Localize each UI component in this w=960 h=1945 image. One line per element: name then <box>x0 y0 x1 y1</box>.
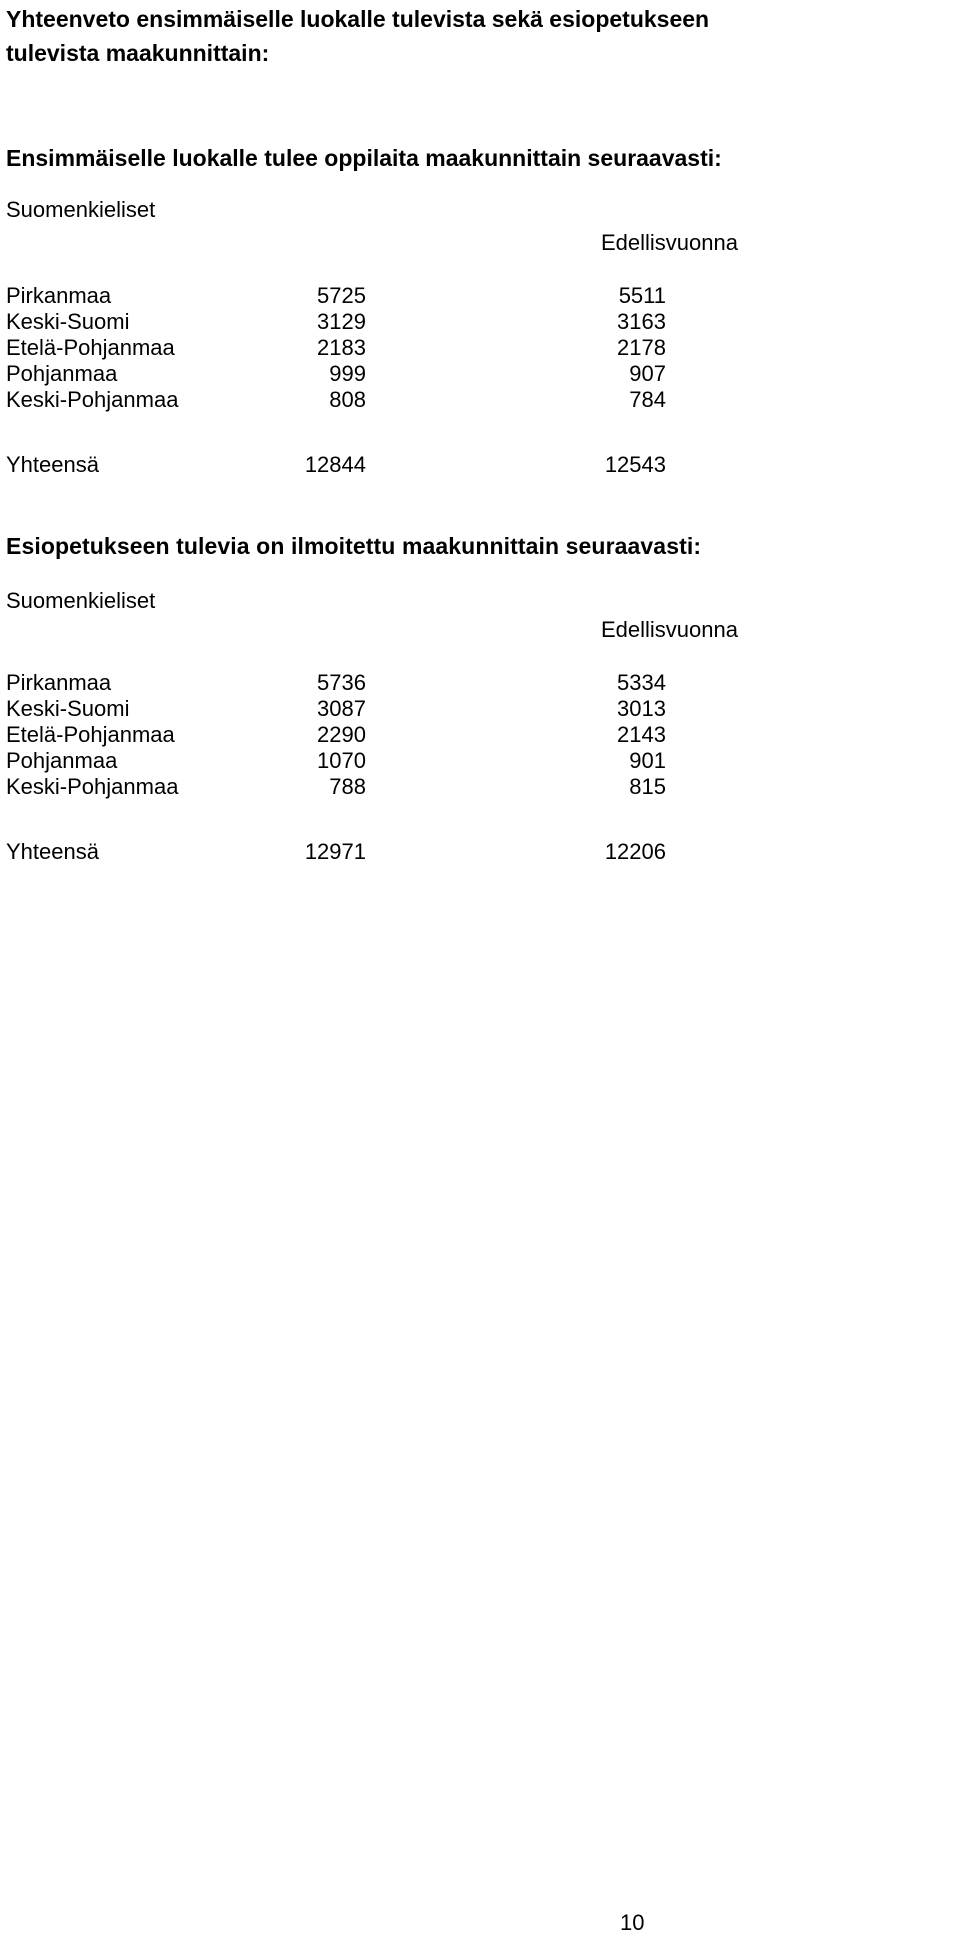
current-count: 788 <box>329 774 366 799</box>
region-name: Keski-Pohjanmaa <box>6 387 179 412</box>
region-name: Etelä-Pohjanmaa <box>6 335 175 360</box>
previous-count: 5511 <box>618 283 666 308</box>
total-row-first-grade <box>6 451 706 479</box>
current-count: 5736 <box>317 670 366 695</box>
table-row <box>6 722 706 748</box>
previous-count: 907 <box>629 361 666 386</box>
total-label: Yhteensä <box>6 839 99 864</box>
total-row-preschool <box>6 838 706 866</box>
first-grade-table <box>6 283 706 413</box>
current-count: 2183 <box>317 335 366 360</box>
current-count: 1070 <box>317 748 366 773</box>
current-count: 808 <box>329 387 366 412</box>
preschool-table <box>6 670 706 800</box>
previous-count: 3013 <box>617 696 666 721</box>
table-row <box>6 748 706 774</box>
region-name: Keski-Suomi <box>6 309 130 334</box>
previous-count: 815 <box>629 774 666 799</box>
table-row <box>6 774 706 800</box>
previous-count: 901 <box>629 748 666 773</box>
current-count: 5725 <box>317 283 366 308</box>
previous-count: 2178 <box>617 335 666 360</box>
language-label-preschool: Suomenkieliset <box>6 588 156 613</box>
table-row <box>6 309 706 335</box>
region-name: Pohjanmaa <box>6 748 118 773</box>
document-title: Yhteenveto ensimmäiselle luokalle tulevista sekä esiopetukseen tulevista maakunnittain: <box>6 6 710 66</box>
region-name: Pirkanmaa <box>6 670 112 695</box>
previous-count: 5334 <box>617 670 666 695</box>
previous-count: 2143 <box>617 722 666 747</box>
previous-count: 3163 <box>617 309 666 334</box>
total-current: 12844 <box>304 452 366 477</box>
table-row <box>6 335 706 361</box>
current-count: 2290 <box>317 722 366 747</box>
previous-year-label-preschool: Edellisvuonna <box>601 617 738 642</box>
total-previous: 12543 <box>604 452 666 477</box>
current-count: 3087 <box>317 696 366 721</box>
section-heading-first-grade: Ensimmäiselle luokalle tulee oppilaita maakunnittain seuraavasti: <box>6 145 722 171</box>
document-page <box>6 0 954 1945</box>
previous-year-label-first-grade: Edellisvuonna <box>601 230 738 255</box>
region-name: Etelä-Pohjanmaa <box>6 722 175 747</box>
language-label-first-grade: Suomenkieliset <box>6 197 156 222</box>
table-row <box>6 283 706 309</box>
table-row <box>6 387 706 413</box>
region-name: Keski-Pohjanmaa <box>6 774 179 799</box>
total-label: Yhteensä <box>6 452 99 477</box>
table-row <box>6 361 706 387</box>
region-name: Keski-Suomi <box>6 696 130 721</box>
region-name: Pohjanmaa <box>6 361 118 386</box>
region-name: Pirkanmaa <box>6 283 112 308</box>
page-number: 10 <box>620 1910 645 1935</box>
table-row <box>6 670 706 696</box>
current-count: 3129 <box>317 309 366 334</box>
total-current: 12971 <box>304 839 366 864</box>
section-heading-preschool: Esiopetukseen tulevia on ilmoitettu maakunnittain seuraavasti: <box>6 533 702 559</box>
current-count: 999 <box>329 361 366 386</box>
total-previous: 12206 <box>604 839 666 864</box>
previous-count: 784 <box>629 387 666 412</box>
table-row <box>6 696 706 722</box>
